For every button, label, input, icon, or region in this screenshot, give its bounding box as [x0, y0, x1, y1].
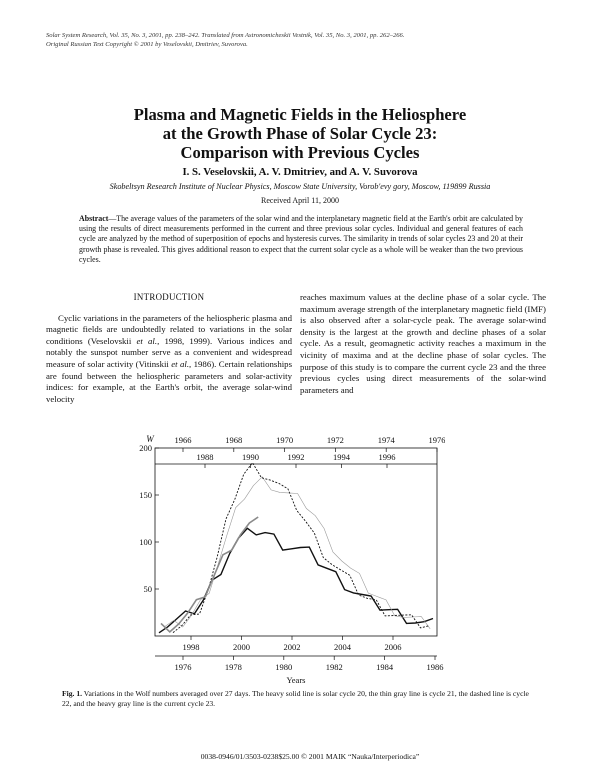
- intro-etal-2: et al.: [171, 358, 190, 369]
- top-axis-label: 1976: [428, 435, 445, 445]
- top-axis-label: 1972: [326, 435, 344, 445]
- received-date: Received April 11, 2000: [261, 196, 339, 205]
- caption-label: Fig. 1.: [62, 689, 83, 698]
- authors: I. S. Veselovskii, A. V. Dmitriev, and A. V. Suvorova: [182, 166, 418, 178]
- right-column: [300, 292, 546, 396]
- paper-title: [60, 105, 540, 162]
- intro-text-c: , 1986). Certain relationships are found between the heliospheric parameters and solar-activity indices: for example, at the Earth's orbit, the average solar-wind velocity: [46, 358, 292, 404]
- series-line-cycle-21: [165, 477, 430, 629]
- chart-series-layer: [159, 463, 433, 633]
- top-axis-label: 1966: [174, 435, 192, 445]
- copyright-footer: 0038-0946/01/3503-0238$25.00 © 2001 MAIK “Nauka/Interperiodica”: [200, 752, 420, 761]
- title-line-3: Comparison with Previous Cycles: [180, 143, 420, 162]
- journal-header: [46, 31, 566, 49]
- header-line-1: Solar System Research, Vol. 35, No. 3, 2001, pp. 238–242. Translated from Astronomicheskii Vestnik, Vol. 35, No. 3, 2001, pp. 262–266.: [46, 32, 405, 39]
- top-axis-label: 1968: [225, 435, 243, 445]
- mid-axis-label: 1990: [242, 452, 259, 462]
- chart-labels-layer: [139, 434, 445, 685]
- figure-caption: [62, 689, 540, 709]
- intro-etal-1: et al.: [136, 335, 158, 346]
- mid-axis-label: 1994: [333, 452, 350, 462]
- bottom-axis2-label: 2004: [334, 642, 351, 652]
- y-axis-label: W: [146, 434, 154, 444]
- x-axis-label: Years: [286, 675, 306, 685]
- intro-text-b: , 1998, 1999). Various indices and notably the sunspot number serve as a convenient and widespread measure of solar activity (Vitinskii: [46, 335, 293, 369]
- mid-axis-label: 1992: [287, 452, 305, 462]
- series-line-cycle-20: [159, 528, 433, 633]
- intro-paragraph-right: reaches maximum values at the decline phase of a solar cycle. The maximum average strength of the interplanetary magnetic field (IMF) is also observed after a solar-cycle peak. The average solar-wind density is the largest at the growth and decline phases of a solar cycle. As a result, geomagnetic activity reaches a maximum in the vicinity of maxima and at the decline phase of solar cycles. The purpose of this study is to compare the current cycle 23 and the three previous cycles using direct measurements of the solar-wind parameters and: [300, 292, 546, 395]
- bottom-axis2-label: 2002: [283, 642, 301, 652]
- bottom-axis-label: 1976: [174, 662, 192, 672]
- intro-text-a: Cyclic variations in the parameters of the heliospheric plasma and magnetic fields are undoubtedly related to variations in the solar conditions (Veselovskii: [46, 312, 292, 346]
- top-axis-label: 1974: [377, 435, 395, 445]
- bottom-axis-label: 1982: [325, 662, 343, 672]
- y-tick-label: 200: [139, 443, 152, 453]
- top-axis-label: 1970: [276, 435, 294, 445]
- y-tick-label: 50: [143, 584, 152, 594]
- bottom-axis2-label: 2006: [384, 642, 402, 652]
- bottom-axis-label: 1980: [275, 662, 293, 672]
- bottom-axis2-label: 2000: [233, 642, 250, 652]
- bottom-axis-label: 1978: [224, 662, 242, 672]
- wolf-number-chart: [135, 430, 445, 685]
- left-column: [46, 292, 292, 405]
- bottom-axis-label: 1986: [426, 662, 444, 672]
- bottom-axis2-label: 1998: [182, 642, 200, 652]
- mid-axis-label: 1996: [378, 452, 396, 462]
- title-line-2: at the Growth Phase of Solar Cycle 23:: [162, 124, 438, 143]
- abstract-label: Abstract: [79, 214, 109, 223]
- intro-paragraph-left: [46, 313, 292, 406]
- abstract: [79, 214, 523, 265]
- y-tick-label: 150: [139, 490, 152, 500]
- chart-frame: [155, 448, 437, 660]
- mid-axis-label: 1988: [196, 452, 214, 462]
- abstract-text: —The average values of the parameters of the solar wind and the interplanetary magnetic field at the Earth's orbit are calculated by using the results of direct measurements performed in the current and three previous solar cycles. Individual and general features of each cycle are analyzed by the method of superposition of epochs and hysteresis curves. The similarity in trends of solar cycles 23 and 20 at their growth phase is revealed. This gives additional reason to expect that the current solar cycle as a whole will be weaker than the two previous cycles.: [79, 214, 523, 264]
- title-line-1: Plasma and Magnetic Fields in the Heliosphere: [133, 105, 467, 124]
- bottom-axis-label: 1984: [376, 662, 394, 672]
- y-tick-label: 100: [139, 537, 152, 547]
- caption-text: Variations in the Wolf numbers averaged over 27 days. The heavy solid line is solar cycle 20, the thin gray line is cycle 21, the dashed line is cycle 22, and the heavy gray line is the current cycle 23.: [62, 689, 529, 708]
- series-line-cycle-23-current-: [161, 517, 258, 632]
- affiliation: Skobeltsyn Research Institute of Nuclear Physics, Moscow State University, Vorob'evy gory, Moscow, 119899 Russia: [109, 182, 491, 191]
- header-line-2: Original Russian Text Copyright © 2001 by Veselovskii, Dmitriev, Suvorova.: [46, 41, 248, 48]
- plot-frame: [155, 448, 437, 636]
- section-heading: INTRODUCTION: [133, 292, 205, 302]
